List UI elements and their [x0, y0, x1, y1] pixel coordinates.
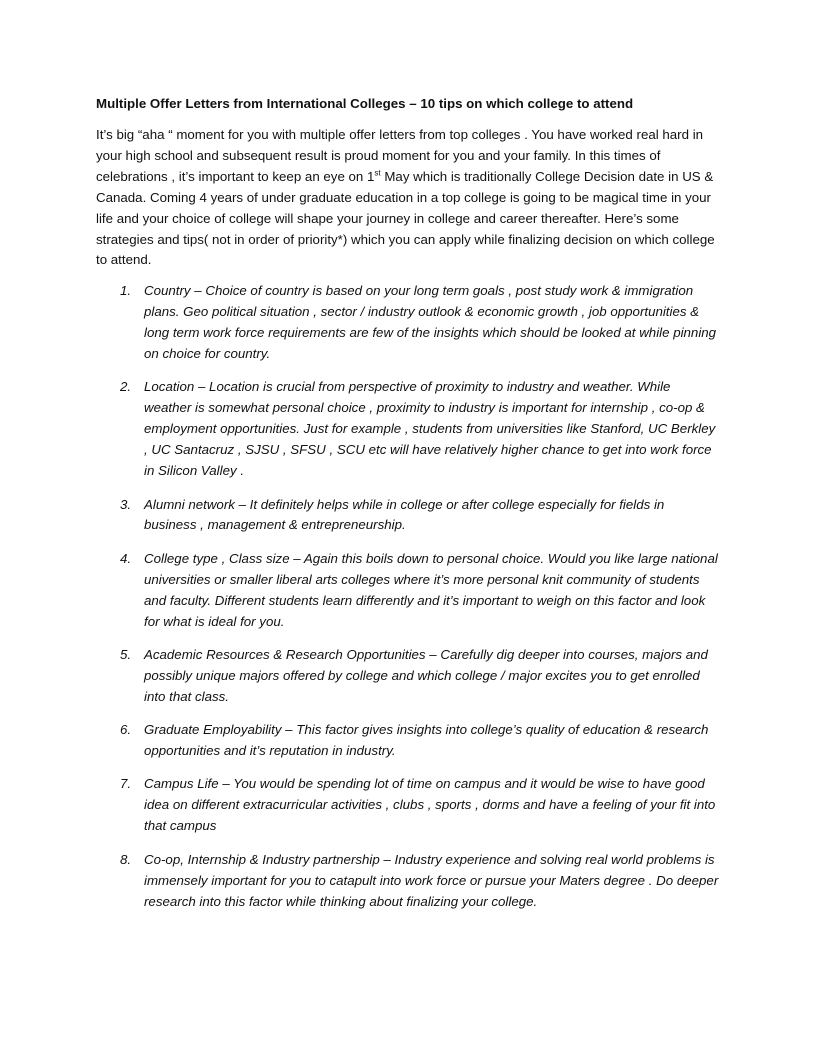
tip-item-3	[96, 495, 720, 537]
tip-item-7	[96, 774, 720, 837]
tip-text: Country – Choice of country is based on your long term goals , post study work & immigration plans. Geo political situation , sector / industry outlook & economic growth , job opportunities & long term work force requirements are few of the insights which should be looked at while pinning on choice for country.	[144, 283, 717, 362]
tips-list	[96, 281, 720, 912]
tip-number: 6.	[120, 722, 132, 738]
tip-text: Alumni network – It definitely helps while in college or after college especially for fields in business , management & entrepreneurship.	[144, 496, 665, 533]
tip-item-6	[96, 720, 720, 762]
intro-text-part-2: May which is traditionally College Decision date in US & Canada. Coming 4 years of under graduate education in a top college is going to be magical time in your life and your choice of college will shape your journey in college and career thereafter. Here’s some strategies and tips( not in order of priority*) which you can apply while finalizing decision on which college to attend.	[96, 168, 715, 268]
tip-text: Location – Location is crucial from perspective of proximity to industry and weather. While weather is somewhat personal choice , proximity to industry is important for internship , co-op & employment opportunities. Just for example , students from universities like Stanford, UC Berkley , UC Santacruz , SJSU , SFSU , SCU etc will have relatively higher chance to get into work force in Silicon Valley .	[144, 379, 716, 479]
tip-text: Co-op, Internship & Industry partnership – Industry experience and solving real world problems is immensely important for you to catapult into work force or pursue your Maters degree . Do deeper research into this factor while thinking about finalizing your college.	[144, 851, 719, 909]
tip-number: 2.	[120, 379, 132, 395]
intro-text-part-1: It’s big “aha “ moment for you with multiple offer letters from top colleges . You have worked real hard in your high school and subsequent result is proud moment for you and your family. In this times of celebrations , it’s important to keep an eye on 1	[96, 127, 704, 184]
intro-paragraph	[96, 125, 720, 271]
tip-number: 3.	[120, 496, 132, 512]
tip-number: 5.	[120, 646, 132, 662]
tip-item-5	[96, 645, 720, 708]
tip-item-4	[96, 549, 720, 633]
tip-number: 7.	[120, 776, 132, 792]
tip-item-1	[96, 281, 720, 365]
tip-item-8	[96, 850, 720, 913]
tip-text: Graduate Employability – This factor gives insights into college’s quality of education & research opportunities and it’s reputation in industry.	[144, 722, 709, 759]
tip-text: Academic Resources & Research Opportunities – Carefully dig deeper into courses, majors and possibly unique majors offered by college and which college / major excites you to get enrolled into that class.	[144, 646, 708, 704]
intro-superscript: st	[374, 168, 381, 178]
tip-text: Campus Life – You would be spending lot of time on campus and it would be wise to have good idea on different extracurricular activities , clubs , sports , dorms and have a feeling of your fit into that campus	[144, 776, 716, 834]
document-title: Multiple Offer Letters from International Colleges – 10 tips on which college to attend	[96, 96, 634, 111]
tip-number: 8.	[120, 851, 132, 867]
tip-number: 4.	[120, 550, 132, 566]
tip-number: 1.	[120, 283, 132, 299]
document-page	[96, 94, 720, 925]
tip-text: College type , Class size – Again this boils down to personal choice. Would you like large national universities or smaller liberal arts colleges where it’s more personal knit community of students and faculty. Different students learn differently and it’s important to weigh on this factor and look for what is ideal for you.	[144, 550, 718, 629]
tip-item-2	[96, 377, 720, 482]
